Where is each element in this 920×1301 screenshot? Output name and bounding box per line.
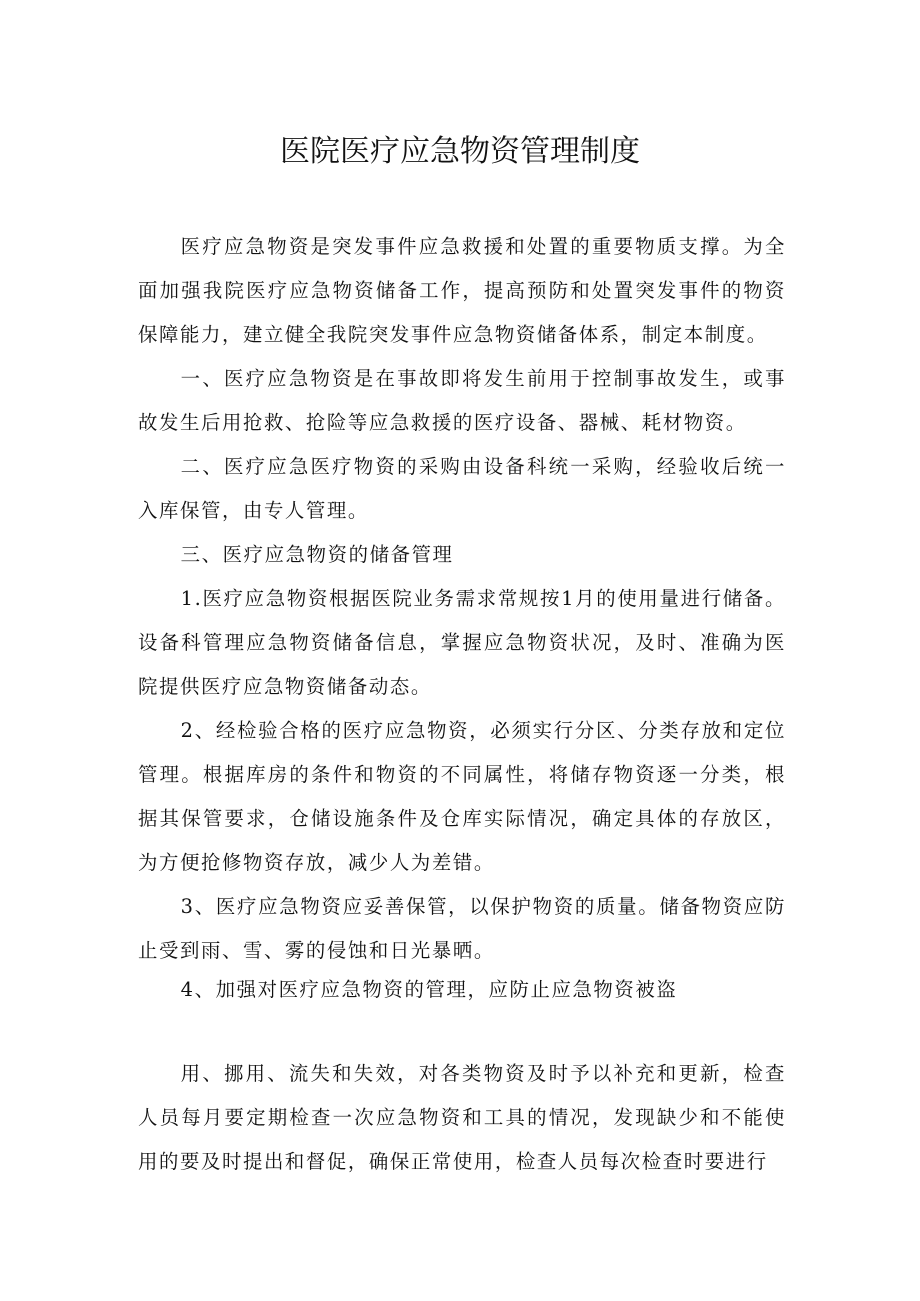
item-2-paragraph: 2、经检验合格的医疗应急物资，必须实行分区、分类存放和定位管理。根据库房的条件和物资的不同属性，将储存物资逐一分类，根据其保管要求，仓储设施条件及仓库实际情况，确定具体的存放区，为方便抢修物资存放，减少人为差错。 xyxy=(138,719,786,874)
document-title: 医院医疗应急物资管理制度 xyxy=(280,134,640,170)
item-4-paragraph: 4、加强对医疗应急物资的管理，应防止应急物资被盗 xyxy=(180,978,678,1001)
document-body-item-4 xyxy=(138,968,786,1012)
section-1-paragraph: 一、医疗应急物资是在事故即将发生前用于控制事故发生，或事故发生后用抢救、抢险等应急救援的医疗设备、器械、耗材物资。 xyxy=(138,367,786,434)
item-1-paragraph: 1.医疗应急物资根据医院业务需求常规按1月的使用量进行储备。设备科管理应急物资储备信息，掌握应急物资状况，及时、准确为医院提供医疗应急物资储备动态。 xyxy=(138,587,786,698)
section-3-heading: 三、医疗应急物资的储备管理 xyxy=(180,543,454,566)
document-body-continuation xyxy=(138,1052,786,1184)
item-4-continuation-paragraph: 用、挪用、流失和失效，对各类物资及时予以补充和更新，检查人员每月要定期检查一次应急物资和工具的情况，发现缺少和不能使用的要及时提出和督促，确保正常使用，检查人员每次检查时要进行 xyxy=(138,1062,786,1173)
section-2-paragraph: 二、医疗应急医疗物资的采购由设备科统一采购，经验收后统一入库保管，由专人管理。 xyxy=(138,455,786,522)
document-body xyxy=(138,225,786,973)
item-3-paragraph: 3、医疗应急物资应妥善保管，以保护物资的质量。储备物资应防止受到雨、雪、雾的侵蚀和日光暴晒。 xyxy=(138,895,786,962)
intro-paragraph: 医疗应急物资是突发事件应急救援和处置的重要物质支撑。为全面加强我院医疗应急物资储备工作，提高预防和处置突发事件的物资保障能力，建立健全我院突发事件应急物资储备体系，制定本制度。 xyxy=(138,235,786,346)
